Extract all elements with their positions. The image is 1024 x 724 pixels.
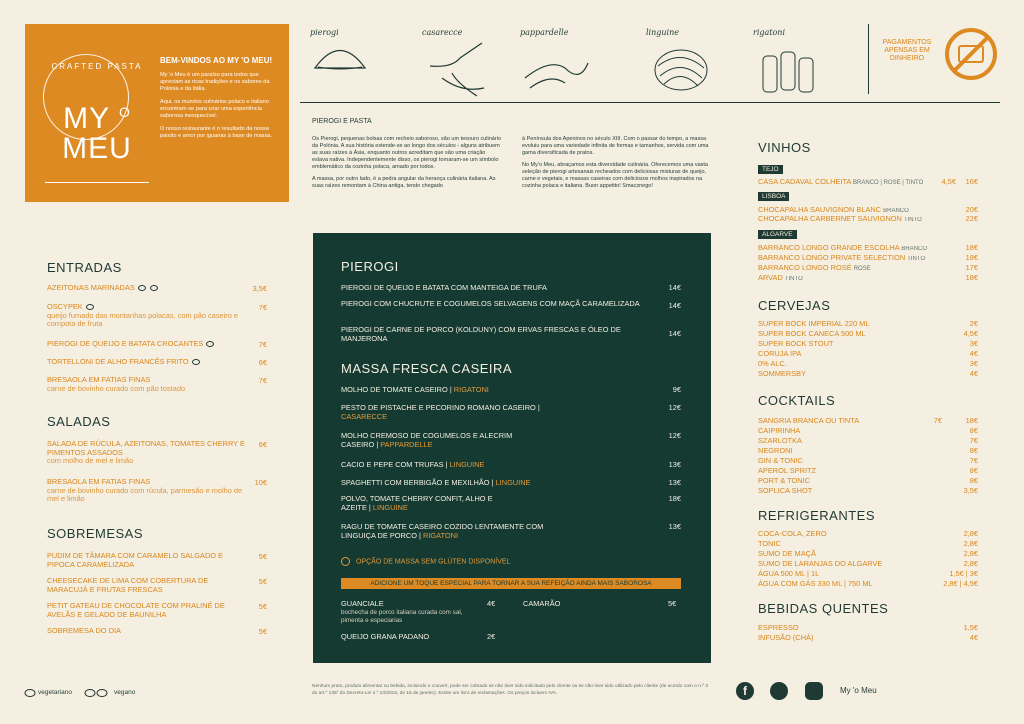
menu-item: BRESAOLA EM FATIAS FINAS carne de bovinho curado com rúcula, parmesão e molho de mel e limão	[47, 477, 243, 503]
price: 5€	[258, 577, 267, 586]
price: 18€	[668, 494, 681, 503]
saladas-title: SALADAS	[47, 414, 111, 429]
menu-item: PETIT GATEAU DE CHOCOLATE COM PRALINÉ DE AVELÃS E GELADO DE BAUNILHA	[47, 601, 225, 619]
pasta-pappardelle: pappardelle	[510, 24, 600, 102]
price: 2,8€	[963, 529, 978, 538]
vegan-icon	[150, 284, 159, 292]
social-handle: My 'o Meu	[840, 686, 877, 695]
price: 18€	[965, 243, 978, 252]
price: 5€	[668, 599, 677, 608]
intro-col-2	[522, 136, 712, 195]
price: 14€	[668, 329, 681, 338]
price: 7€	[258, 340, 267, 349]
vegan-legend: vegano	[114, 689, 136, 696]
price: 7€	[258, 303, 267, 312]
drink-row: SANGRIA BRANCA OU TINTA	[758, 416, 860, 425]
tripadvisor-icon[interactable]	[770, 682, 788, 700]
vinhos-title: VINHOS	[758, 140, 811, 155]
price: 4€	[969, 633, 978, 642]
menu-item: TORTELLONI DE ALHO FRANCÊS FRITO	[47, 358, 247, 367]
price: 2,8€ | 4,5€	[943, 579, 978, 588]
pierogi-pasta-intro	[312, 118, 709, 189]
rigatoni-icon	[753, 38, 823, 98]
vegan-icon	[84, 688, 110, 698]
glass-price: 4,5€	[941, 177, 956, 186]
menu-item: BRESAOLA EM FATIAS FINAS carne de bovinho curado com pão tostado	[47, 375, 186, 393]
entradas-title: ENTRADAS	[47, 260, 122, 275]
wine-row: CASA CADAVAL COLHEITA BRANCO | ROSÉ | TINTO	[758, 177, 924, 186]
drink-row: ESPRESSO	[758, 623, 799, 632]
welcome-p3: O nosso restaurante é o resultado da nossa paixão e amor por iguarias à base de massa.	[160, 126, 272, 139]
price: 4,5€	[963, 329, 978, 338]
price: 2€	[969, 319, 978, 328]
region-tag: ALGARVE	[758, 230, 797, 239]
price: 13€	[668, 522, 681, 531]
facebook-icon[interactable]: f	[736, 682, 754, 700]
region-tag: TEJO	[758, 165, 783, 174]
instagram-icon[interactable]	[805, 682, 823, 700]
pasta-illustrations	[300, 24, 860, 102]
intro-col-1	[312, 136, 502, 195]
casarecce-icon	[422, 38, 492, 98]
vegetarian-icon	[192, 358, 201, 366]
wine-row: CHOCAPALHA CARBERNET SAUVIGNON TINTO	[758, 214, 922, 223]
menu-item: OSCYPEK queijo fumado das montanhas polacas, com pão caseiro e compota de fruta	[47, 302, 239, 328]
menu-item: MOLHO DE TOMATE CASEIRO | RIGATONI	[341, 385, 489, 394]
top-divider	[300, 102, 1000, 103]
pasta-pierogi: pierogi	[300, 24, 390, 102]
drink-row: GIN & TONIC	[758, 456, 803, 465]
pappardelle-icon	[520, 38, 590, 98]
drink-row: COCA-COLA, ZERO	[758, 529, 827, 538]
wine-row: BARRANCO LONGO ROSÉ ROSÉ	[758, 263, 871, 272]
price: 8€	[969, 426, 978, 435]
footer	[0, 680, 1024, 724]
logo-my: MY $^O$	[63, 102, 131, 135]
price: 5€	[258, 552, 267, 561]
price: 3€	[969, 339, 978, 348]
payment-notice	[868, 24, 998, 94]
main-menu	[313, 233, 711, 663]
drink-row: SUMO DE LARANJAS DO ALGARVE	[758, 559, 883, 568]
sobremesas-title: SOBREMESAS	[47, 526, 144, 541]
price: 3,5€	[252, 284, 267, 293]
price: 18€	[965, 253, 978, 262]
menu-item: PIEROGI COM CHUCRUTE E COGUMELOS SELVAGENS COM MAÇÃ CARAMELIZADA	[341, 299, 640, 308]
price: 7€	[969, 436, 978, 445]
welcome-p1: My 'o Meu é um paraíso para todos que apreciam as ricas tradições e os sabores da Polónia e da Itália.	[160, 72, 270, 92]
drink-row: INFUSÃO (CHÁ)	[758, 633, 814, 642]
pierogi-icon	[310, 38, 370, 78]
bottle-price: 16€	[965, 177, 978, 186]
menu-item: RAGU DE TOMATE CASEIRO COZIDO LENTAMENTE COM LINGUIÇA DE PORCO | RIGATONI	[341, 522, 544, 540]
logo-tagline: CRAFTED PASTA	[51, 62, 143, 71]
price: 12€	[668, 431, 681, 440]
no-card-icon	[943, 26, 999, 82]
price: 2,8€	[963, 559, 978, 568]
price: 1,5€ | 3€	[949, 569, 978, 578]
price: 1,5€	[963, 623, 978, 632]
vegetarian-icon	[206, 340, 215, 348]
wine-row: CHOCAPALHA SAUVIGNON BLANC BRANCO	[758, 205, 909, 214]
price: 14€	[668, 283, 681, 292]
drink-row: SUMO DE MAÇÃ	[758, 549, 816, 558]
price: 22€	[965, 214, 978, 223]
drink-row: SZARLOTKA	[758, 436, 802, 445]
vegetarian-icon	[24, 688, 36, 698]
price: 8€	[969, 466, 978, 475]
price: 3€	[969, 359, 978, 368]
gluten-free-note: OPÇÃO DE MASSA SEM GLÚTEN DISPONÍVEL	[341, 557, 510, 566]
massa-title: MASSA FRESCA CASEIRA	[341, 361, 513, 376]
menu-item: MOLHO CREMOSO DE COGUMELOS E ALECRIM CASEIRO | PAPPARDELLE	[341, 431, 513, 449]
extra-desc: bochecha de porco italiana curada com sal, pimenta e especiarias	[341, 609, 463, 624]
pierogi-title: PIEROGI	[341, 259, 399, 274]
menu-item: CACIO E PEPE COM TRUFAS | LINGUINE	[341, 460, 485, 469]
drink-row: 0% ALC.	[758, 359, 787, 368]
menu-item: SALADA DE RÚCULA, AZEITONAS, TOMATES CHERRY E PIMENTOS ASSADOS com molho de mel e limão	[47, 439, 245, 465]
menu-item: PIEROGI DE QUEIJO E BATATA CROCANTES	[47, 340, 247, 349]
logo	[47, 62, 147, 164]
vegan-icon	[138, 284, 147, 292]
extra-item: QUEIJO GRANA PADANO	[341, 632, 430, 641]
price: 13€	[668, 460, 681, 469]
drink-row: CORUJA IPA	[758, 349, 802, 358]
cash-only-text: PAGAMENTOS APENSAS EM DINHEIRO	[882, 39, 932, 62]
extra-item: CAMARÃO	[523, 599, 561, 608]
vegetarian-icon	[86, 303, 95, 311]
price: 12€	[668, 403, 681, 412]
drink-row: APEROL SPRITZ	[758, 466, 817, 475]
drinks-card	[736, 120, 1000, 664]
price: 5€	[258, 627, 267, 636]
menu-item: PIEROGI DE CARNE DE PORCO (KOLDUNY) COM ERVAS FRESCAS E ÓLEO DE MANJERONA	[341, 325, 621, 343]
glass-price: 7€	[933, 416, 942, 425]
drink-row: SUPER BOCK STOUT	[758, 339, 834, 348]
drink-row: PORT & TONIC	[758, 476, 811, 485]
drink-row: SUPER BOCK IMPERIAL 220 ML	[758, 319, 870, 328]
price: 20€	[965, 205, 978, 214]
price: 7€	[258, 376, 267, 385]
price: 7€	[969, 456, 978, 465]
menu-item: CHEESECAKE DE LIMA COM COBERTURA DE MARACUJÁ E FRUTAS FRESCAS	[47, 576, 209, 594]
logo-divider	[45, 182, 149, 183]
intro-p3: à Península dos Apeninos no século XIII. Com o passar do tempo, a massa evoluiu para uma variedade infinita de formas e tamanhos, servida com uma gama diversificada de pratos.	[522, 136, 709, 156]
menu-item: PESTO DE PISTACHE E PECORINO ROMANO CASEIRO | CASARECCE	[341, 403, 540, 421]
menu-item: AZEITONAS MARINADAS	[47, 284, 227, 293]
welcome-text	[160, 56, 282, 146]
linguine-icon	[646, 38, 716, 98]
menu-item: PIEROGI DE QUEIJO E BATATA COM MANTEIGA DE TRUFA	[341, 283, 547, 292]
drink-row: ÁGUA COM GÁS 330 ML | 750 ML	[758, 579, 873, 588]
price: 2€	[487, 632, 496, 641]
price: 13€	[668, 478, 681, 487]
wine-row: BARRANCO LONGO PRIVATE SELECTION TINTO	[758, 253, 926, 262]
drink-row: NEGRONI	[758, 446, 793, 455]
menu-item: SOBREMESA DO DIA	[47, 626, 121, 635]
price: 14€	[668, 301, 681, 310]
cervejas-title: CERVEJAS	[758, 298, 831, 313]
price: 9€	[672, 385, 681, 394]
intro-p1: Os Pierogi, pequenas bolsas com recheio saboroso, são um tesouro culinário da Polónia. A sua história estende-se ao longo dos séculos - alguns atribuem as suas raízes à Ásia, enquanto outros acreditam que são uma criação eslava nativa. Independentemente disso, os pierogi tornaram-se um símbolo emblemático da cozinha polaca, amado por todos.	[312, 136, 501, 170]
price: 2,8€	[963, 549, 978, 558]
drink-row: SOMMERSBY	[758, 369, 807, 378]
menu-item: PUDIM DE TÂMARA COM CARAMELO SALGADO E PIPOCA CARAMELIZADA	[47, 551, 224, 569]
menu-item: SPAGHETTI COM BERBIGÃO E MEXILHÃO | LINGUINE	[341, 478, 531, 487]
pasta-casarecce: casarecce	[412, 24, 502, 102]
pasta-rigatoni: rigatoni	[743, 24, 833, 102]
drink-row: ÁGUA 500 ML | 1L	[758, 569, 820, 578]
drink-row: SUPER BOCK CANECA 500 ML	[758, 329, 866, 338]
price: 6€	[258, 440, 267, 449]
food-card	[25, 234, 290, 664]
pasta-linguine: linguine	[636, 24, 726, 102]
price: 2,8€	[963, 539, 978, 548]
price: 18€	[965, 416, 978, 425]
intro-p2: A massa, por outro lado, é a pedra angular da herança culinária italiana. As suas raízes remontam à China antiga, tendo chegado	[312, 176, 496, 189]
legal-notice: Nenhum prato, produto alimentar ou bebida, incluindo o couvert, pode ser cobrado se não tiver sido solicitado pelo cliente ou se não tiver sido utilizado pelo cliente (de acordo com o n.º 3 do art.º 135º do Decreto-Lei n.º 10/2015, de 16 de janeiro). Existe um livro de reclamações. Os preços incluem IVA.	[312, 684, 708, 696]
logo-meu: MEU	[62, 132, 132, 165]
wine-row: BARRANCO LONGO GRANDE ESCOLHA BRANCO	[758, 243, 928, 252]
gluten-free-icon	[341, 557, 350, 566]
drink-row: TONIC	[758, 539, 781, 548]
wine-row: ARVAD TINTO	[758, 273, 803, 282]
region-tag: LISBOA	[758, 192, 789, 201]
price: 3,5€	[963, 486, 978, 495]
price: 4€	[487, 599, 496, 608]
price: 6€	[258, 358, 267, 367]
price: 4€	[969, 369, 978, 378]
intro-p4: No My'o Meu, abraçamos esta diversidade culinária. Oferecemos uma vasta seleção de pierogi artesanais recheados com deliciosas misturas de queijo, carne e vegetais, e massas caseiras com deliciosos molhos inspirados na cozinha polaca e italiana. Buon appetito! Smacznego!	[522, 162, 708, 189]
refrigerantes-title: REFRIGERANTES	[758, 508, 876, 523]
extra-item: GUANCIALE	[341, 599, 384, 608]
cocktails-title: COCKTAILS	[758, 393, 836, 408]
welcome-title: BEM-VINDOS AO MY 'O MEU!	[160, 56, 273, 65]
drink-row: CAIPIRINHA	[758, 426, 801, 435]
intro-title: PIEROGI E PASTA	[312, 118, 372, 125]
welcome-p2: Aqui, os mundos culinários polaco e italiano encontram-se para criar uma experiência saborosa inesquecível.	[160, 99, 269, 119]
drink-row: SOPLICA SHOT	[758, 486, 813, 495]
extras-banner: ADICIONE UM TOQUE ESPECIAL PARA TORNAR A SUA REFEIÇÃO AINDA MAIS SABOROSA	[341, 578, 681, 589]
price: 4€	[969, 349, 978, 358]
menu-item: POLVO, TOMATE CHERRY CONFIT, ALHO E AZEITE | LINGUINE	[341, 494, 493, 512]
price: 5€	[258, 602, 267, 611]
price: 10€	[254, 478, 267, 487]
vegetarian-legend: vegetariano	[38, 689, 72, 696]
quentes-title: BEBIDAS QUENTES	[758, 601, 889, 616]
price: 8€	[969, 476, 978, 485]
price: 17€	[965, 263, 978, 272]
price: 18€	[965, 273, 978, 282]
price: 8€	[969, 446, 978, 455]
logo-block	[25, 24, 289, 202]
